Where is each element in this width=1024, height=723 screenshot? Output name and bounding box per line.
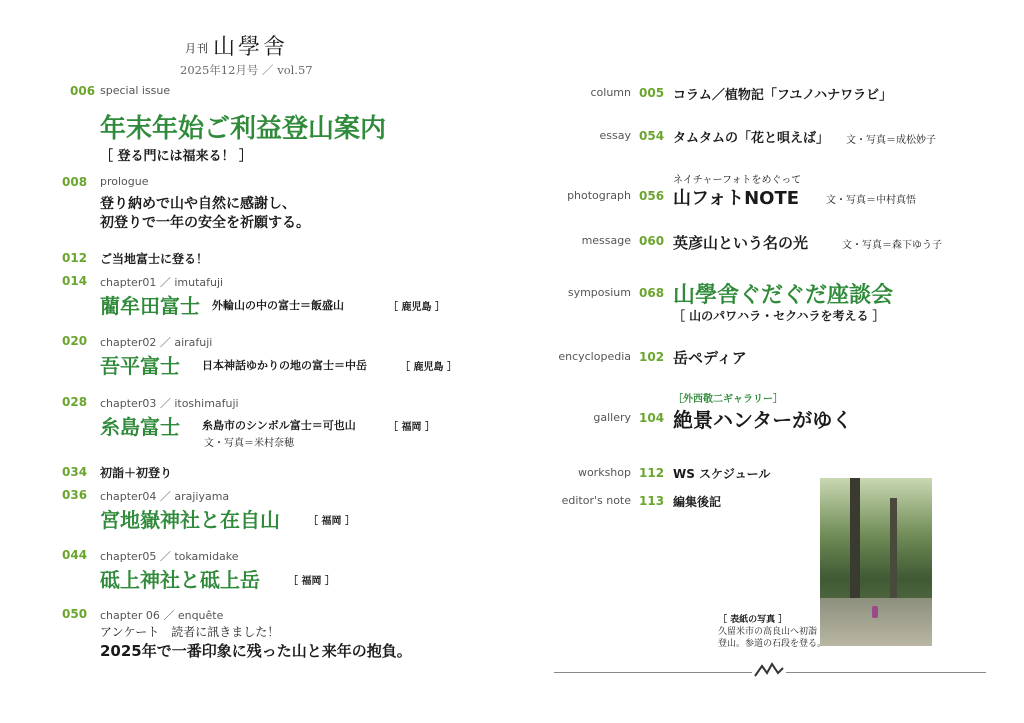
category-label: workshop [577,466,631,479]
masthead-title [185,30,288,61]
ch6-line1: アンケート 読者に訊きました！ [100,625,280,639]
region-badge: ［ 福岡 ］ [288,576,335,587]
symposium-subtitle: ［ 山のパワハラ・セクハラを考える ］ [673,309,885,323]
category-label: essay [599,129,631,142]
hiker-figure [872,606,878,618]
page-number: 014 [62,274,88,288]
ch4-title[interactable]: 宮地嶽神社と在自山 [100,508,280,532]
page-number: 020 [62,334,88,348]
cover-caption-line1: 久留米市の高良山へ初詣 [718,627,818,637]
workshop-title[interactable]: WS スケジュール [673,467,771,481]
page-number: 112 [639,466,665,480]
category-label: chapter 06 ／ enquête [100,609,224,622]
category-label: encyclopedia [558,350,631,363]
ch5-title[interactable]: 砥上神社と砥上岳 [100,568,260,592]
category-label: prologue [100,175,149,188]
category-label: photograph [567,189,631,202]
ch1-title[interactable]: 藺牟田富士 [100,294,200,318]
special-subtitle: ［ 登る門には福来る！ ］ [100,149,253,164]
mountain-logo-icon [752,660,786,680]
category-label: message [581,234,631,247]
region-badge: ［ 福岡 ］ [308,516,355,527]
category-label: editor's note [561,494,631,507]
hatsumode-heading[interactable]: 初詣＋初登り [100,466,173,480]
page-number: 104 [639,411,665,425]
page-number: 054 [639,129,665,143]
masthead-name: 山學舎 [213,35,289,60]
issue-info: 2025年12月号 ／ vol.57 [180,63,313,77]
ch3-desc: 糸島市のシンボル富士＝可也山 [202,419,356,432]
cover-photo [820,478,932,646]
photograph-title[interactable]: 山フォトNOTE [673,188,800,209]
column-title[interactable]: コラム／植物記「フユノハナワラビ」 [673,88,893,103]
photograph-credit: 文・写真＝中村真悟 [826,195,916,206]
category-label: symposium [567,286,631,299]
category-label: special issue [100,84,171,97]
message-credit: 文・写真＝森下ゆう子 [842,240,942,251]
page-number: 036 [62,488,88,502]
region-badge: ［ 福岡 ］ [388,422,435,433]
category-label: gallery [593,411,631,424]
category-label: chapter03 ／ itoshimafuji [100,397,239,410]
editors-note-title[interactable]: 編集後記 [673,495,722,509]
category-label: chapter02 ／ airafuji [100,336,213,349]
page-number: 034 [62,465,88,479]
footer-logo [752,660,786,680]
page-number: 044 [62,548,88,562]
ch6-title[interactable]: 2025年で一番印象に残った山と来年の抱負。 [100,642,412,660]
region-badge: ［ 鹿児島 ］ [400,362,457,373]
ch2-desc: 日本神話ゆかりの地の富士＝中岳 [202,359,367,372]
page-number: 056 [639,189,665,203]
page-number: 113 [639,494,665,508]
category-label: column [590,86,631,99]
gallery-kicker: ［外西敬二ギャラリー］ [673,394,783,405]
prologue-line1[interactable]: 登り納めで山や自然に感謝し、 [100,196,296,212]
photograph-kicker: ネイチャーフォトをめぐって [673,175,802,186]
page-number: 005 [639,86,665,100]
page-number: 012 [62,251,88,265]
cover-caption-label: ［ 表紙の写真 ］ [718,615,788,625]
cover-caption-line2: 登山。参道の石段を登る。 [718,639,827,649]
masthead-label: 月刊 [185,42,209,55]
ch1-desc: 外輪山の中の富士＝飯盛山 [212,299,344,312]
prologue-line2[interactable]: 初登りで一年の安全を祈願する。 [100,215,310,231]
encyclopedia-title[interactable]: 岳ペディア [673,349,747,367]
page-number: 060 [639,234,665,248]
gallery-title[interactable]: 絶景ハンターがゆく [673,408,853,432]
ch3-credit: 文・写真＝米村奈穂 [204,438,294,449]
page-number: 028 [62,395,88,409]
region-badge: ［ 鹿児島 ］ [388,302,445,313]
page-number: 102 [639,350,665,364]
page-number: 008 [62,175,88,189]
fuji-heading[interactable]: ご当地富士に登る！ [100,252,209,266]
category-label: chapter04 ／ arajiyama [100,490,230,503]
page-number: 068 [639,286,665,300]
essay-credit: 文・写真＝成松妙子 [846,135,936,146]
essay-title[interactable]: タムタムの「花と唄えば」 [673,131,830,146]
page-number: 006 [70,84,96,98]
ch3-title[interactable]: 糸島富士 [100,415,180,439]
category-label: chapter01 ／ imutafuji [100,276,224,289]
ch2-title[interactable]: 吾平富士 [100,354,180,378]
category-label: chapter05 ／ tokamidake [100,550,239,563]
page-number: 050 [62,607,88,621]
message-title[interactable]: 英彦山という名の光 [673,234,809,252]
special-title[interactable]: 年末年始ご利益登山案内 [100,114,387,144]
symposium-title[interactable]: 山學舎ぐだぐだ座談会 [673,283,894,308]
